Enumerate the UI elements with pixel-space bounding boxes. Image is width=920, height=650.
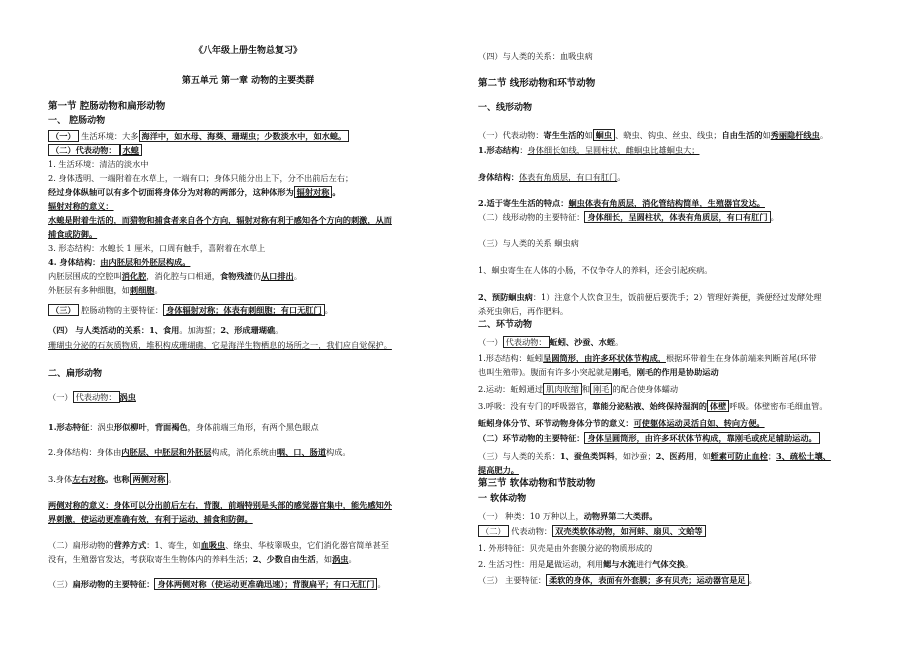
text-line: 1、蛔虫寄生在人体的小肠，不仅争夺人的养料，还会引起疾病。 [478, 265, 713, 275]
text-line: 4. 身体结构：由内胚层和外胚层构成。 [48, 257, 191, 267]
subsection-flatworms: 二、扁形动物 [48, 369, 103, 379]
document-title: 《八年级上册生物总复习》 [193, 46, 302, 56]
text-line: （三） 主要特征： 柔软的身体，表面有外套膜；多有贝壳；运动器官是足 。 [478, 575, 757, 585]
text-line: 2.身体结构：身体由内胚层、中胚层和外胚层构成，消化系统由咽、口、肠道构成。 [48, 447, 351, 457]
representative-line: （二）代表动物： 水螅 [48, 145, 142, 156]
text-line: 2.运动：蚯蚓通过 肌肉收缩 和 刚毛 的配合使身体蠕动 [478, 384, 679, 394]
text-line: 1.形态特征：涡虫形似柳叶，背面褐色，身体前端三角形，有两个黑色眼点 [48, 422, 319, 432]
text-line: 3.身体左右对称。也称 两侧对称 。 [48, 474, 177, 484]
subsection-cnidaria: 一、 腔肠动物 [48, 116, 106, 126]
text-line: 经过身体纵轴可以有多个切面将身体分为对称的两部分，这种体形为 辐射对称 。 [48, 187, 341, 197]
habitat-line: （一） 生活环境：大多 海洋中，如水母、海葵、珊瑚虫；少数淡水中，如水螅。 [48, 131, 349, 142]
text-line: 界刺激，使运动更准确有效，有利于运动、捕食和防御。 [48, 514, 253, 524]
text-line: 蚯蚓身体分节、环节动物身体分节的意义：可使躯体运动灵活自如、转向方便。 [478, 418, 765, 428]
text-line: 两侧对称的意义：身体可以分出前后左右，背腹，前端特别是头部的感觉器官集中，能先感知外 [48, 500, 392, 510]
text-line: （二） 代表动物： 双壳类软体动物，如河蚌、扇贝、文蛤等 [478, 526, 706, 537]
subsection-mollusks: 一 软体动物 [478, 494, 527, 504]
text-line: （一） 代表动物： 涡虫 [48, 392, 136, 402]
text-line: （二）线形动物的主要特征： 身体细长，呈圆柱状，体表有角质层，有口有肛门 。 [478, 212, 779, 222]
text-line: 2. 生活习性：用是足做运动，利用鳃与水流进行气体交换。 [478, 559, 694, 569]
text-line: 3. 形态结构：水螅长 1 厘米，口周有触手，喜附着在水草上 [48, 243, 266, 253]
text-line: （一）代表动物：寄生生活的如 蛔虫 、蛲虫、钩虫、丝虫、线虫；自由生活的如秀丽隐杆线虫。 [478, 130, 829, 140]
text-line: 水螅是附着生活的，而猎物和捕食者来自各个方向，辐射对称有利于感知各个方向的刺激，从而 [48, 215, 392, 225]
text-line: （三） 腔肠动物的主要特征： 身体辐射对称；体表有刺细胞；有口无肛门 。 [48, 305, 333, 316]
text-line: 1.形态结构：蚯蚓呈圆筒形，由许多环状体节构成，根据环带着生在身体前端来判断首尾(环带 [478, 353, 817, 363]
text-line: 1. 外形特征：贝壳是由外套膜分泌的物质形成的 [478, 543, 653, 553]
section-3-title: 第三节 软体动物和节肢动物 [478, 478, 596, 489]
right-column [478, 0, 878, 650]
text-line: 2. 身体透明、一端附着在水草上，一端有口；身体只能分出上下，分不出前后左右； [48, 173, 354, 183]
text-line: （一） 代表动物： 蚯蚓、沙蚕、水蛭。 [478, 337, 624, 347]
text-line: 身体结构：体表有角质层，有口有肛门。 [478, 172, 626, 182]
section-2-title: 第二节 线形动物和环节动物 [478, 78, 596, 89]
left-column [48, 0, 448, 650]
text-line: （二）扁形动物的营养方式：1、寄生，如血吸虫、绦虫、华枝睾吸虫，它们消化器官简单甚至 [48, 540, 389, 550]
text-line: （四）与人类的关系：血吸虫病 [478, 51, 593, 61]
text-line: （一） 种类：10 万种以上，动物界第二大类群。 [478, 511, 658, 521]
text-line: 提高肥力。 [478, 465, 519, 475]
text-line: 1.形态结构：身体细长如线，呈圆柱状，雌蛔虫比雄蛔虫大； [478, 145, 700, 155]
text-line: 内胚层围成的空腔叫消化腔，消化腔与口相通，食物残渣仍从口排出。 [48, 271, 302, 281]
subsection-nematodes: 一、线形动物 [478, 103, 533, 113]
text-line: （三）与人类的关系：1、蚕鱼类饵料，如沙蚕；2、医药用，如蛭素可防止血栓；3、疏松土壤、 [478, 451, 831, 461]
text-line: 2、预防蛔虫病：1）注意个人饮食卫生，饭前便后要洗手；2）管理好粪便，粪便经过发酵处理 [478, 292, 822, 302]
text-line: 也叫生殖带)。腹面有许多小突起就是刚毛，刚毛的作用是协助运动 [478, 367, 719, 377]
text-line: （三）与人类的关系 蛔虫病 [478, 238, 579, 248]
text-line: 没有，生殖器官发达，考获取寄生生物体内的养料生活；2、少数自由生活，如涡虫。 [48, 554, 357, 564]
text-line: 外胚层有多种细胞，如刺细胞。 [48, 285, 163, 295]
subsection-annelids: 二、环节动物 [478, 320, 533, 330]
text-line: 珊瑚虫分泌的石灰质物质，堆积构成珊瑚礁，它是海洋生物栖息的场所之一，我们应自觉保护。 [48, 340, 392, 350]
text-line: （四） 与人类活动的关系：1、食用。加海蜇；2、形成珊瑚礁。 [48, 325, 284, 335]
text-line: 2.适于寄生生活的特点：蛔虫体表有角质层，消化管结构简单，生殖器官发达。 [478, 198, 765, 208]
text-line: 辐射对称的意义： [48, 201, 114, 211]
text-line: （三）扁形动物的主要特征： 身体两侧对称（使运动更准确迅速）；背腹扁平；有口无肛门 。 [48, 579, 386, 589]
text-line: 杀死虫卵后，再作肥料。 [478, 306, 569, 316]
unit-title: 第五单元 第一章 动物的主要类群 [181, 76, 315, 86]
text-line: 1. 生活环境：清洁的淡水中 [48, 159, 149, 169]
text-line: （二）环节动物的主要特征： 身体呈圆筒形，由许多环状体节构成，靠刚毛或疣足辅助运动。 [478, 433, 820, 444]
text-line: 3.呼吸：没有专门的呼吸器官，靠能分泌粘液、始终保持湿润的 体壁 呼吸。体壁密布毛细血管。 [478, 401, 828, 411]
section-1-title: 第一节 腔肠动物和扁形动物 [48, 101, 166, 112]
text-line: 捕食或防御。 [48, 229, 98, 239]
